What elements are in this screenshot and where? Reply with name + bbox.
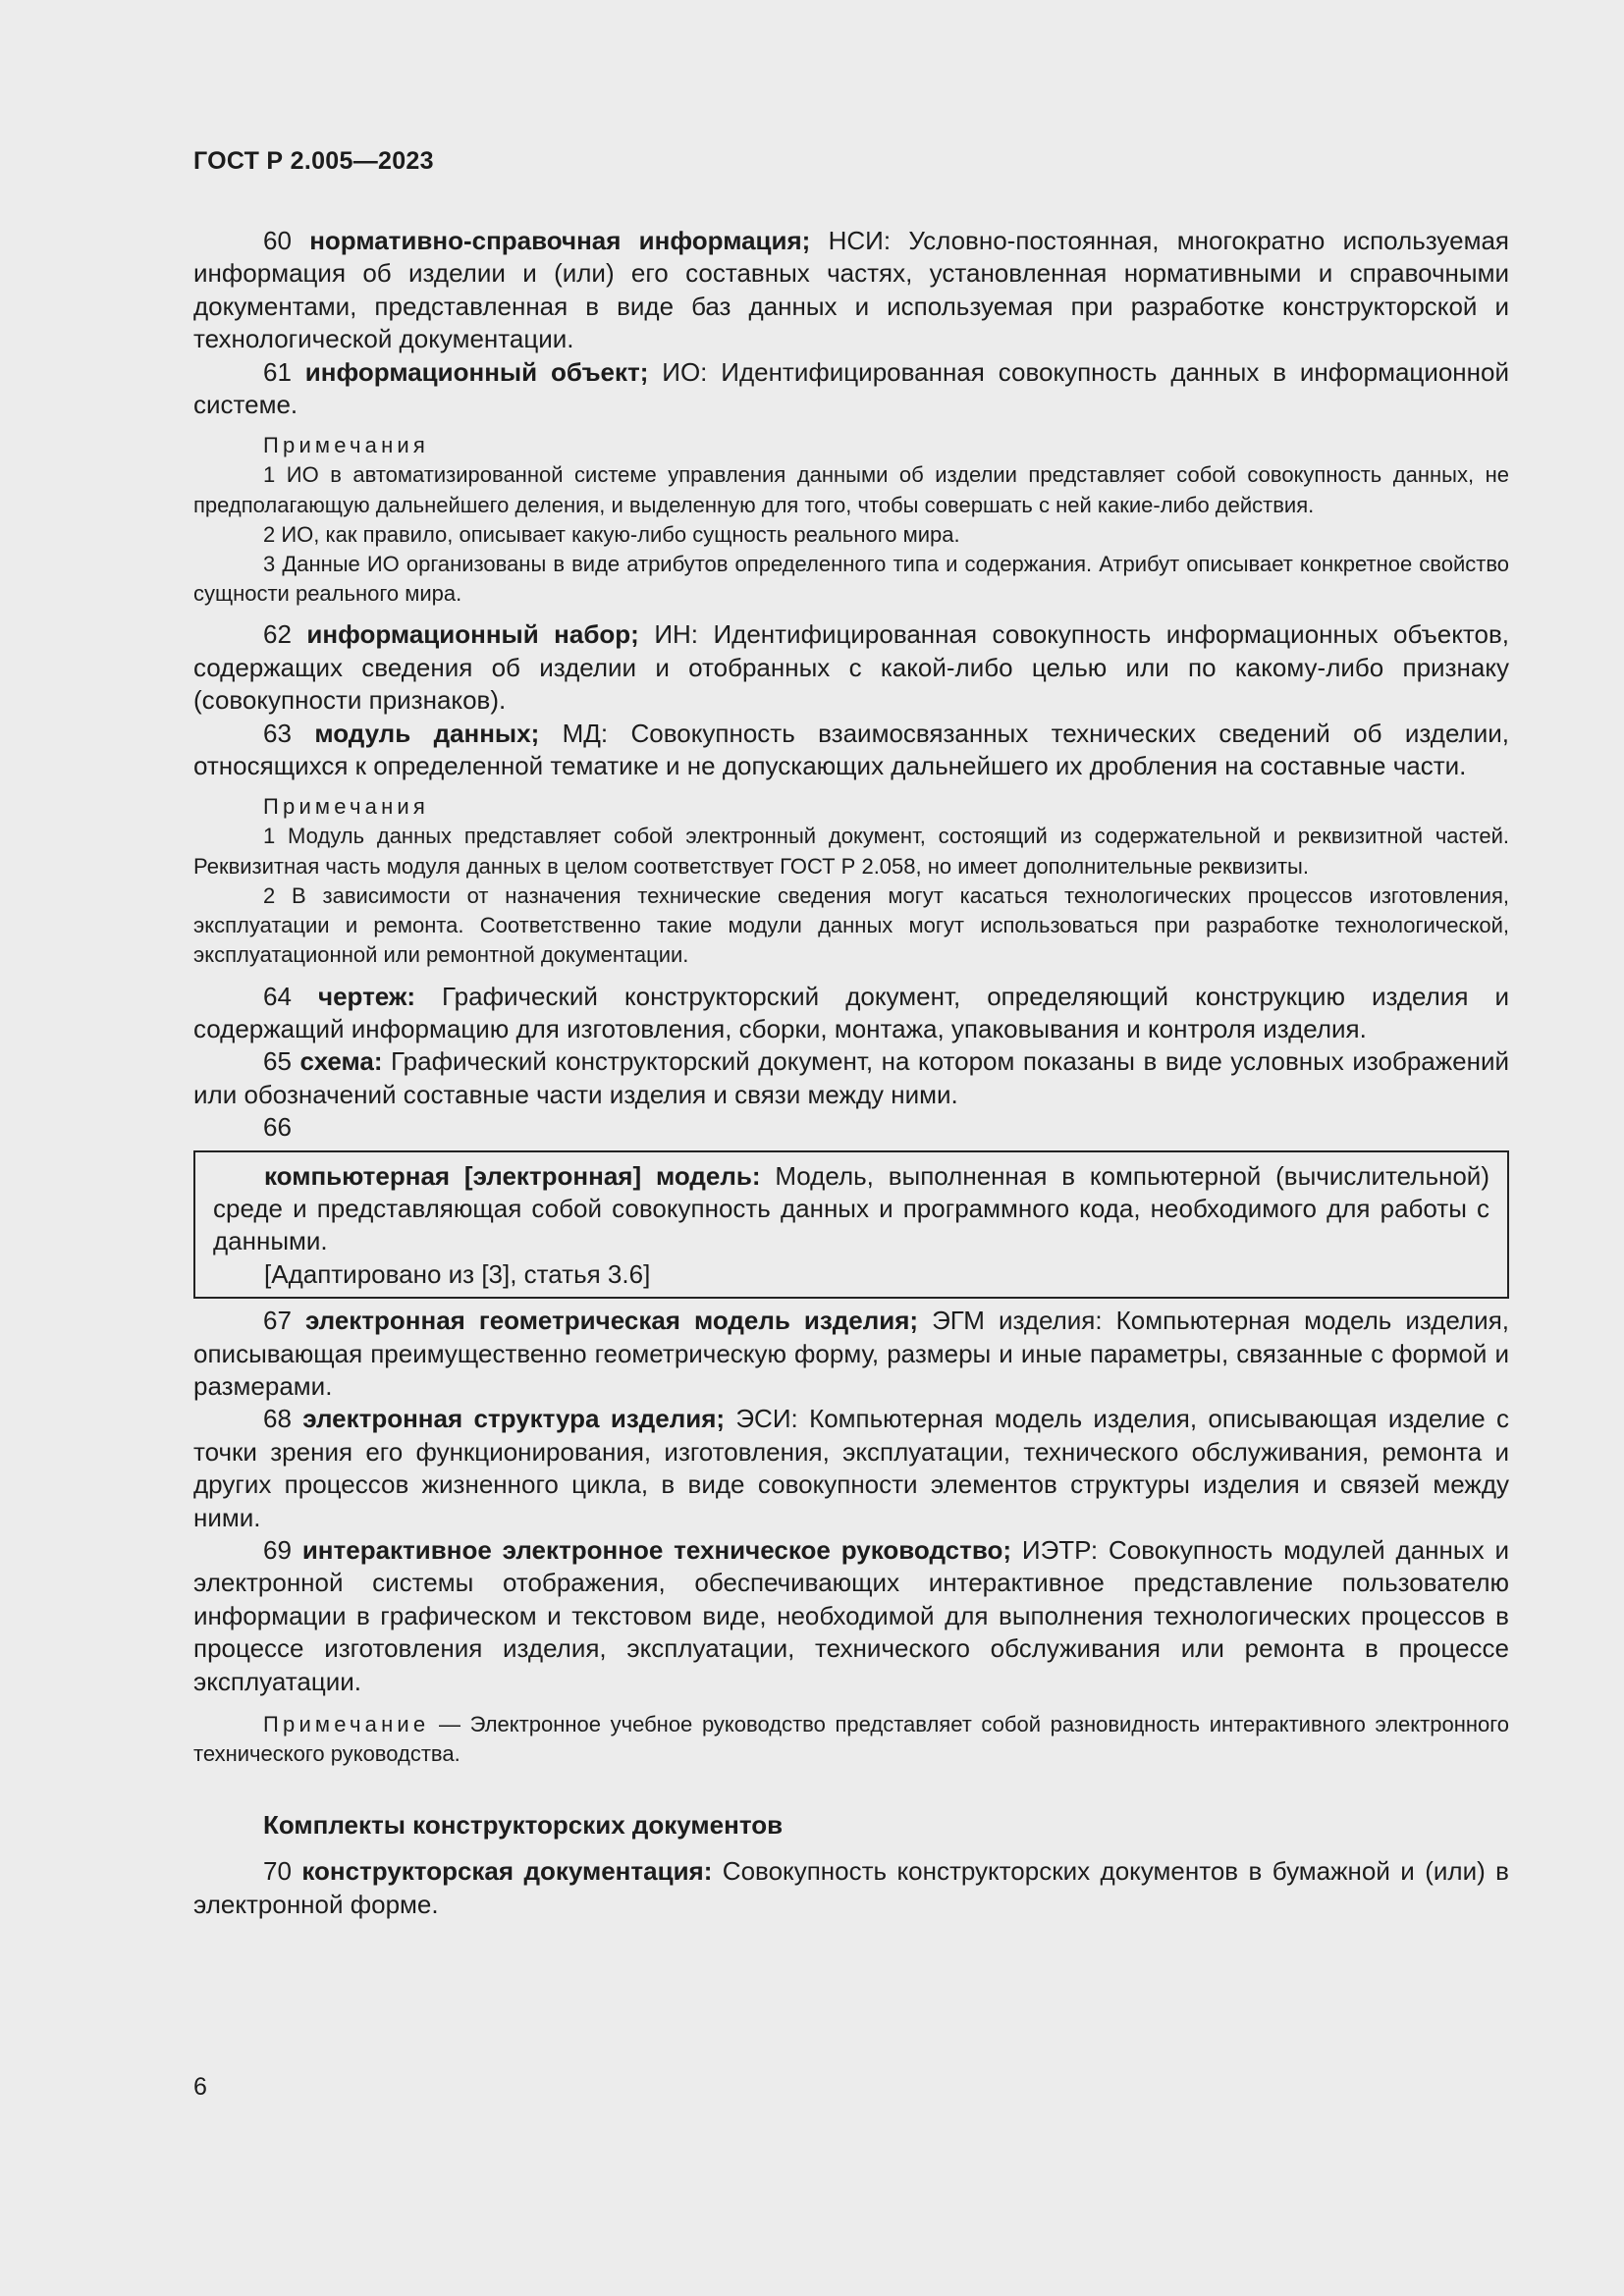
- entry-number: 64: [263, 981, 292, 1011]
- term-entry-64: [193, 981, 1509, 1046]
- note-item: 2 ИО, как правило, описывает какую-либо сущность реального мира.: [263, 521, 960, 547]
- note-label: Примечание: [263, 1712, 430, 1737]
- entry-definition: Графический конструкторский документ, на котором показаны в виде условных изображений или обозначений составные части изделия и связи между ними.: [193, 1046, 1509, 1109]
- entry-definition: Совокупность конструкторских документов в бумажной и (или) в электронной форме.: [193, 1856, 1509, 1919]
- section-heading: Комплекты конструкторских документов: [263, 1810, 784, 1841]
- entry-definition: МД: Совокупность взаимосвязанных технических сведений об изделии, относящихся к определенной тематике и не допускающих дальнейшего их дробления на составные части.: [193, 718, 1509, 781]
- entry-term: схема:: [299, 1046, 383, 1077]
- entry-number: 62: [263, 619, 292, 650]
- document-header: ГОСТ Р 2.005—2023: [193, 147, 434, 175]
- entry-term: информационный объект;: [304, 356, 649, 387]
- entry-definition: Графический конструкторский документ, определяющий конструкцию изделия и содержащий информацию для изготовления, сборки, монтажа, упаковывания и контроля изделия.: [193, 981, 1509, 1043]
- entry-number: 61: [263, 356, 292, 387]
- page-number: 6: [193, 2073, 207, 2101]
- entry-definition: ИО: Идентифицированная совокупность данных в информационной системе.: [193, 356, 1509, 420]
- term-entry-67: [193, 1305, 1509, 1403]
- note-item: 1 Модуль данных представляет собой электронный документ, состоящий из содержательной и реквизитной частей. Реквизитная часть модуля данных в целом соответствует ГОСТ Р 2.058, но имеет дополнительные реквизиты.: [193, 824, 1509, 879]
- entry-source: [Адаптировано из [3], статья 3.6]: [264, 1258, 651, 1289]
- entry-number: 65: [263, 1046, 292, 1077]
- term-entry-60: [193, 225, 1509, 356]
- entry-number: 70: [263, 1856, 292, 1887]
- entry-term: интерактивное электронное техническое руководство;: [301, 1535, 1011, 1565]
- document-body: [193, 225, 1509, 1921]
- term-entry-63: [193, 718, 1509, 783]
- entry-term: конструкторская документация:: [301, 1856, 713, 1887]
- term-entry-66: [213, 1160, 1489, 1258]
- entry-number: 63: [263, 718, 292, 748]
- entry-definition: ИН: Идентифицированная совокупность информационных объектов, содержащих сведения об изделии и отобранных с какой-либо целью или по какому-либо признаку (совокупности признаков).: [193, 619, 1510, 716]
- notes-title: Примечания: [263, 433, 430, 458]
- notes-63: [193, 792, 1509, 970]
- entry-definition: Модель, выполненная в компьютерной (вычислительной) среде и представляющая собой совокупность данных и программного кода, необходимого для работы с данными.: [213, 1160, 1489, 1256]
- entry-term: модуль данных;: [314, 718, 540, 748]
- term-entry-69: [193, 1534, 1509, 1698]
- boxed-term-66: [193, 1150, 1509, 1300]
- notes-61: [193, 431, 1509, 609]
- entry-number-66: 66: [263, 1112, 292, 1143]
- entry-term: электронная структура изделия;: [302, 1404, 726, 1434]
- entry-term: нормативно-справочная информация;: [309, 226, 811, 255]
- entry-definition: НСИ: Условно-постоянная, многократно используемая информация об изделии и (или) его составных частях, установленная нормативными и справочными документами, представленная в виде баз данных и используемая при разработке конструкторской и технологической документации.: [193, 226, 1509, 354]
- entry-term: чертеж:: [317, 981, 416, 1011]
- term-entry-61: [193, 356, 1509, 422]
- note-item: 1 ИО в автоматизированной системе управления данными об изделии представляет собой совокупность данных, не предполагающую дальнейшего деления, и выделенную для того, чтобы совершать с ней какие-либо действия.: [193, 462, 1509, 517]
- entry-definition: ИЭТР: Совокупность модулей данных и электронной системы отображения, обеспечивающих интерактивное представление пользователю информации в графическом и текстовом виде, необходимой для выполнения технологических процессов в процессе изготовления изделия, эксплуатации, технического обслуживания или ремонта в процессе эксплуатации.: [193, 1535, 1509, 1696]
- notes-title: Примечания: [263, 794, 430, 820]
- note-69: [193, 1710, 1509, 1769]
- entry-definition: ЭСИ: Компьютерная модель изделия, описывающая изделие с точки зрения его функционирования, изготовления, эксплуатации, технического обслуживания, ремонта и других процессов жизненного цикла, в виде совокупности элементов структуры изделия и связей между ними.: [193, 1404, 1509, 1532]
- term-entry-68: [193, 1403, 1509, 1534]
- entry-definition: ЭГМ изделия: Компьютерная модель изделия, описывающая преимущественно геометрическую форму, размеры и иные параметры, связанные с формой и размерами.: [193, 1306, 1509, 1401]
- entry-number: 67: [263, 1306, 292, 1336]
- note-item: 3 Данные ИО организованы в виде атрибутов определенного типа и содержания. Атрибут описывает конкретное свойство сущности реального мира.: [193, 552, 1509, 607]
- note-text: — Электронное учебное руководство представляет собой разновидность интерактивного электронного технического руководства.: [193, 1712, 1509, 1767]
- entry-number: 68: [263, 1404, 292, 1434]
- term-entry-62: [193, 618, 1509, 717]
- entry-term: информационный набор;: [306, 619, 639, 650]
- entry-number: 60: [263, 226, 292, 255]
- term-entry-70: [193, 1855, 1509, 1921]
- entry-term: электронная геометрическая модель изделия;: [304, 1306, 919, 1336]
- note-item: 2 В зависимости от назначения технические сведения могут касаться технологических процессов изготовления, эксплуатации и ремонта. Соответственно такие модули данных могут использоваться при разработке технологической, эксплуатационной или ремонтной документации.: [193, 882, 1509, 968]
- entry-number: 69: [263, 1535, 292, 1565]
- entry-term: компьютерная [электронная] модель:: [264, 1160, 761, 1191]
- term-entry-65: [193, 1045, 1509, 1111]
